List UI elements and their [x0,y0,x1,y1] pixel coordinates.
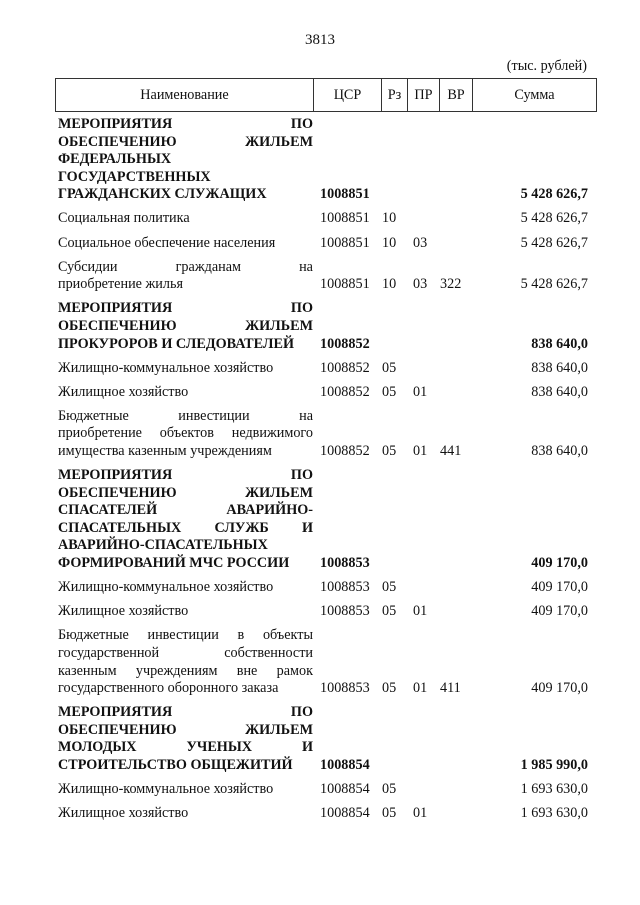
page-number: 3813 [305,32,335,48]
cell-rz: 05 [382,805,397,822]
header-csr: ЦСР [314,79,382,111]
cell-sum: 1 693 630,0 [520,805,588,822]
table-row [58,210,588,234]
cell-csr: 1008854 [320,805,370,822]
table-row [58,781,588,805]
header-pr: ПР [408,79,440,111]
row-name-line: Жилищное хозяйство [58,383,189,400]
row-name [58,360,313,378]
cell-csr: 1008853 [320,680,370,697]
row-name [58,603,313,621]
cell-pr: 01 [413,383,428,400]
cell-csr: 1008852 [320,443,370,459]
cell-rz: 05 [382,359,397,376]
cell-csr: 1008852 [320,383,370,400]
row-name-line: государственного оборонного заказа [58,680,279,697]
cell-sum: 5 428 626,7 [520,186,588,203]
cell-csr: 1008852 [320,335,370,352]
table-row [58,384,588,408]
cell-pr: 03 [413,234,428,251]
cell-sum: 5 428 626,7 [520,210,588,227]
cell-vr: 322 [440,276,462,293]
header-vr: ВР [440,79,473,111]
row-name-line: МЕРОПРИЯТИЯ ПО [58,704,313,721]
row-name-line: Социальная политика [58,210,190,227]
header-name: Наименование [56,79,314,111]
cell-sum: 1 985 990,0 [520,757,588,773]
row-name [58,235,313,253]
cell-sum: 838 640,0 [531,383,588,400]
row-name [58,467,313,573]
cell-rz: 05 [382,579,397,596]
row-name [58,116,313,204]
row-name-line: Жилищно-коммунальное хозяйство [58,781,274,798]
row-name-line: СТРОИТЕЛЬСТВО ОБЩЕЖИТИЙ [58,757,293,773]
row-name [58,781,313,799]
cell-sum: 838 640,0 [531,359,588,376]
row-name-line: ОБЕСПЕЧЕНИЮ ЖИЛЬЕМ [58,317,313,334]
row-name [58,704,313,774]
row-name [58,384,313,402]
cell-pr: 01 [413,680,428,697]
table-row [58,627,588,704]
cell-csr: 1008851 [320,210,370,227]
row-name [58,259,313,294]
cell-sum: 838 640,0 [531,335,588,352]
row-name-line: Бюджетные инвестиции на [58,407,313,424]
table-row [58,235,588,259]
cell-pr: 03 [413,276,428,293]
units-note: (тыс. рублей) [506,58,587,74]
cell-csr: 1008851 [320,276,370,293]
cell-csr: 1008853 [320,603,370,620]
row-name-line: СПАСАТЕЛЬНЫХ СЛУЖБ И [58,519,313,536]
row-name-line: ОБЕСПЕЧЕНИЮ ЖИЛЬЕМ [58,721,313,738]
row-name [58,805,313,823]
row-name-line: государственной собственности [58,644,313,661]
row-name-line: Субсидии гражданам на [58,258,313,275]
table-row-section [58,300,588,359]
table-row [58,408,588,467]
row-name-line: ОБЕСПЕЧЕНИЮ ЖИЛЬЕМ [58,133,313,150]
row-name [58,627,313,697]
cell-vr: 441 [440,443,462,459]
row-name-line: СПАСАТЕЛЕЙ АВАРИЙНО- [58,502,313,519]
row-name-line: Жилищно-коммунальное хозяйство [58,359,274,376]
row-name-line: ФЕДЕРАЛЬНЫХ [58,151,172,168]
table-body [58,116,588,829]
cell-sum: 838 640,0 [531,443,588,459]
table-row [58,360,588,384]
cell-rz: 05 [382,680,397,697]
cell-rz: 10 [382,276,397,293]
cell-sum: 5 428 626,7 [520,234,588,251]
cell-csr: 1008854 [320,781,370,798]
cell-rz: 10 [382,234,397,251]
row-name-line: имущества казенным учреждениям [58,443,272,459]
row-name-line: приобретение объектов недвижимого [58,425,313,442]
cell-rz: 05 [382,443,397,459]
row-name-line: ПРОКУРОРОВ И СЛЕДОВАТЕЛЕЙ [58,335,294,352]
cell-sum: 5 428 626,7 [520,276,588,293]
row-name-line: Жилищное хозяйство [58,603,189,620]
row-name [58,210,313,228]
cell-vr: 411 [440,680,461,697]
table-row [58,579,588,603]
row-name-line: Бюджетные инвестиции в объекты [58,627,313,644]
row-name-line: АВАРИЙНО-СПАСАТЕЛЬНЫХ [58,537,268,554]
header-rz: Рз [382,79,408,111]
cell-csr: 1008851 [320,186,370,203]
row-name-line: Жилищное хозяйство [58,805,189,822]
cell-pr: 01 [413,443,428,459]
cell-rz: 05 [382,383,397,400]
row-name-line: приобретение жилья [58,276,183,293]
cell-csr: 1008853 [320,555,370,572]
cell-sum: 409 170,0 [531,579,588,596]
row-name-line: ГОСУДАРСТВЕННЫХ [58,168,211,185]
cell-pr: 01 [413,805,428,822]
row-name [58,408,313,461]
table-header [55,78,597,112]
cell-rz: 10 [382,210,397,227]
cell-csr: 1008851 [320,234,370,251]
row-name-line: МОЛОДЫХ УЧЕНЫХ И [58,739,313,756]
row-name-line: МЕРОПРИЯТИЯ ПО [58,467,313,484]
row-name-line: казенным учреждениям вне рамок [58,662,313,679]
table-row-section [58,116,588,210]
table-row [58,259,588,301]
cell-sum: 409 170,0 [531,603,588,620]
row-name-line: ГРАЖДАНСКИХ СЛУЖАЩИХ [58,186,267,203]
cell-rz: 05 [382,603,397,620]
row-name-line: ФОРМИРОВАНИЙ МЧС РОССИИ [58,555,290,572]
row-name [58,300,313,353]
cell-sum: 1 693 630,0 [520,781,588,798]
row-name-line: ОБЕСПЕЧЕНИЮ ЖИЛЬЕМ [58,484,313,501]
header-sum: Сумма [514,86,555,103]
cell-csr: 1008852 [320,359,370,376]
row-name [58,579,313,597]
table-row-section [58,467,588,579]
table-row [58,805,588,829]
cell-csr: 1008853 [320,579,370,596]
cell-sum: 409 170,0 [531,680,588,697]
row-name-line: МЕРОПРИЯТИЯ ПО [58,116,313,132]
table-row [58,603,588,627]
row-name-line: Социальное обеспечение населения [58,234,276,251]
cell-csr: 1008854 [320,757,370,773]
cell-sum: 409 170,0 [531,555,588,572]
cell-rz: 05 [382,781,397,798]
row-name-line: Жилищно-коммунальное хозяйство [58,579,274,596]
table-row-section [58,704,588,781]
cell-pr: 01 [413,603,428,620]
row-name-line: МЕРОПРИЯТИЯ ПО [58,300,313,317]
